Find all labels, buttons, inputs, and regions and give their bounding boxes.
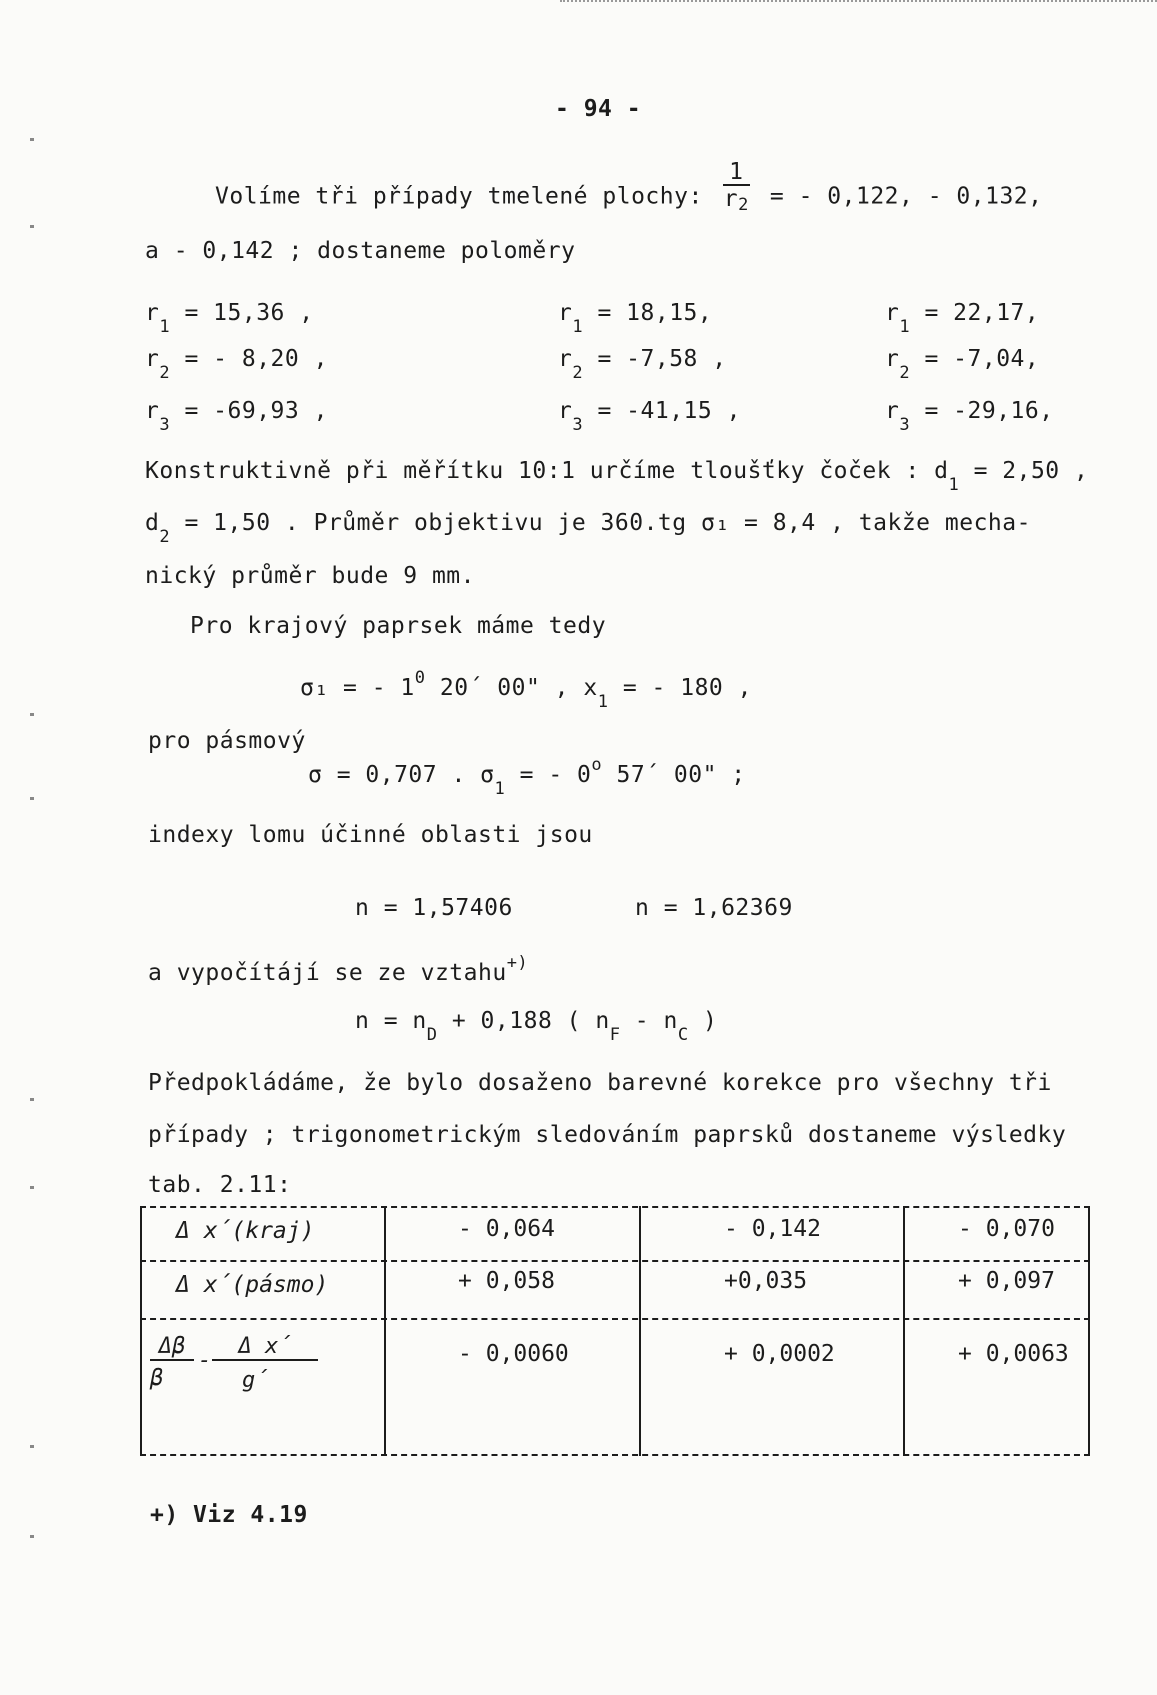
conclusion-line-2: případy ; trigonometrickým sledováním paprsků dostaneme výsledky	[148, 1122, 1067, 1148]
indices-computed-text: a vypočítájí se ze vztahu+)	[148, 953, 529, 986]
table-row-divider	[140, 1260, 1090, 1262]
fraction-one-over-r2: $\frac{1}{r2}$	[723, 159, 749, 215]
radius-r2-col2: $r_2 = -7,58$ ,	[558, 346, 727, 383]
table-cell: + 0,0002	[724, 1341, 835, 1367]
radius-r1-col3: $r_1 = 22,17$,	[885, 300, 1040, 337]
margin-mark	[30, 797, 34, 800]
intro-line-2: a - 0,142 ; dostaneme poloměry	[145, 238, 576, 264]
zonal-formula: σ = 0,707 . $\sigma_1$ = - 0$^o$ 57´ 00" ;	[308, 755, 746, 799]
table-row-divider	[140, 1318, 1090, 1320]
margin-mark	[30, 138, 34, 141]
margin-mark	[30, 1535, 34, 1538]
table-column-divider	[903, 1206, 905, 1456]
radius-r3-col1: $r_3 = -69,93$ ,	[145, 398, 328, 435]
table-cell: - 0,142	[724, 1216, 821, 1242]
margin-mark	[30, 1098, 34, 1101]
radius-r3-col2: $r_3 = -41,15$ ,	[558, 398, 741, 435]
table-cell: +0,035	[724, 1268, 808, 1294]
table-cell: + 0,058	[458, 1268, 555, 1294]
index-value-1: n = 1,57406	[355, 895, 513, 921]
table-column-divider	[639, 1206, 641, 1456]
edge-ray-intro: Pro krajový paprsek máme tedy	[190, 613, 607, 639]
margin-mark	[30, 713, 34, 716]
table-column-divider	[384, 1206, 386, 1456]
radius-r1-col2: $r_1 = 18,15$,	[558, 300, 713, 337]
conclusion-line-3: tab. 2.11:	[148, 1172, 292, 1198]
construction-line-1: Konstruktivně při měřítku 10:1 určíme tloušťky čoček : $d_1 = 2,50$ ,	[145, 458, 1089, 495]
table-cell: - 0,0060	[458, 1341, 569, 1367]
index-value-2: n = 1,62369	[635, 895, 793, 921]
table-cell: + 0,0063	[958, 1341, 1069, 1367]
radius-r2-col1: $r_2$ = - 8,20 ,	[145, 346, 328, 383]
top-edge-rule	[560, 0, 1157, 2]
conclusion-line-1: Předpokládáme, že bylo dosaženo barevné korekce pro všechny tři	[148, 1070, 1052, 1096]
table-cell: - 0,070	[958, 1216, 1055, 1242]
margin-mark	[30, 1186, 34, 1189]
row-label-ratio: Δβ β - Δ x´ g´	[146, 1334, 376, 1404]
footnote: +) Viz 4.19	[150, 1502, 308, 1528]
results-table	[140, 1206, 1090, 1456]
radius-r3-col3: $r_3 = -29,16$,	[885, 398, 1054, 435]
margin-mark	[30, 225, 34, 228]
page-number: - 94 -	[555, 96, 642, 122]
table-cell: + 0,097	[958, 1268, 1055, 1294]
intro-line-1: Volíme tři případy tmelené plochy: $\frac{1}{r2}$ = - 0,122, - 0,132,	[215, 159, 1043, 215]
row-label-zone: Δ x´(pásmo)	[176, 1272, 329, 1298]
radius-r2-col3: $r_2 = -7,04$,	[885, 346, 1040, 383]
indices-intro: indexy lomu účinné oblasti jsou	[148, 822, 593, 848]
table-cell: - 0,064	[458, 1216, 555, 1242]
zonal-intro: pro pásmový	[148, 728, 306, 754]
construction-line-2: $d_2 = 1,50$ . Průměr objektivu je 360.tg σ₁ = 8,4 , takže mecha-	[145, 510, 1031, 547]
edge-ray-formula: σ₁ = - $1^0$ 20´ 00" , $x_1$ = - 180 ,	[300, 668, 752, 712]
row-label-edge: Δ x´(kraj)	[176, 1218, 315, 1244]
margin-mark	[30, 1445, 34, 1448]
construction-line-3: nický průměr bude 9 mm.	[145, 563, 475, 589]
radius-r1-col1: $r_1 = 15,36$ ,	[145, 300, 314, 337]
index-relation: $n = n_D + 0,188$ ( $n_F - n_C$ )	[355, 1008, 718, 1045]
